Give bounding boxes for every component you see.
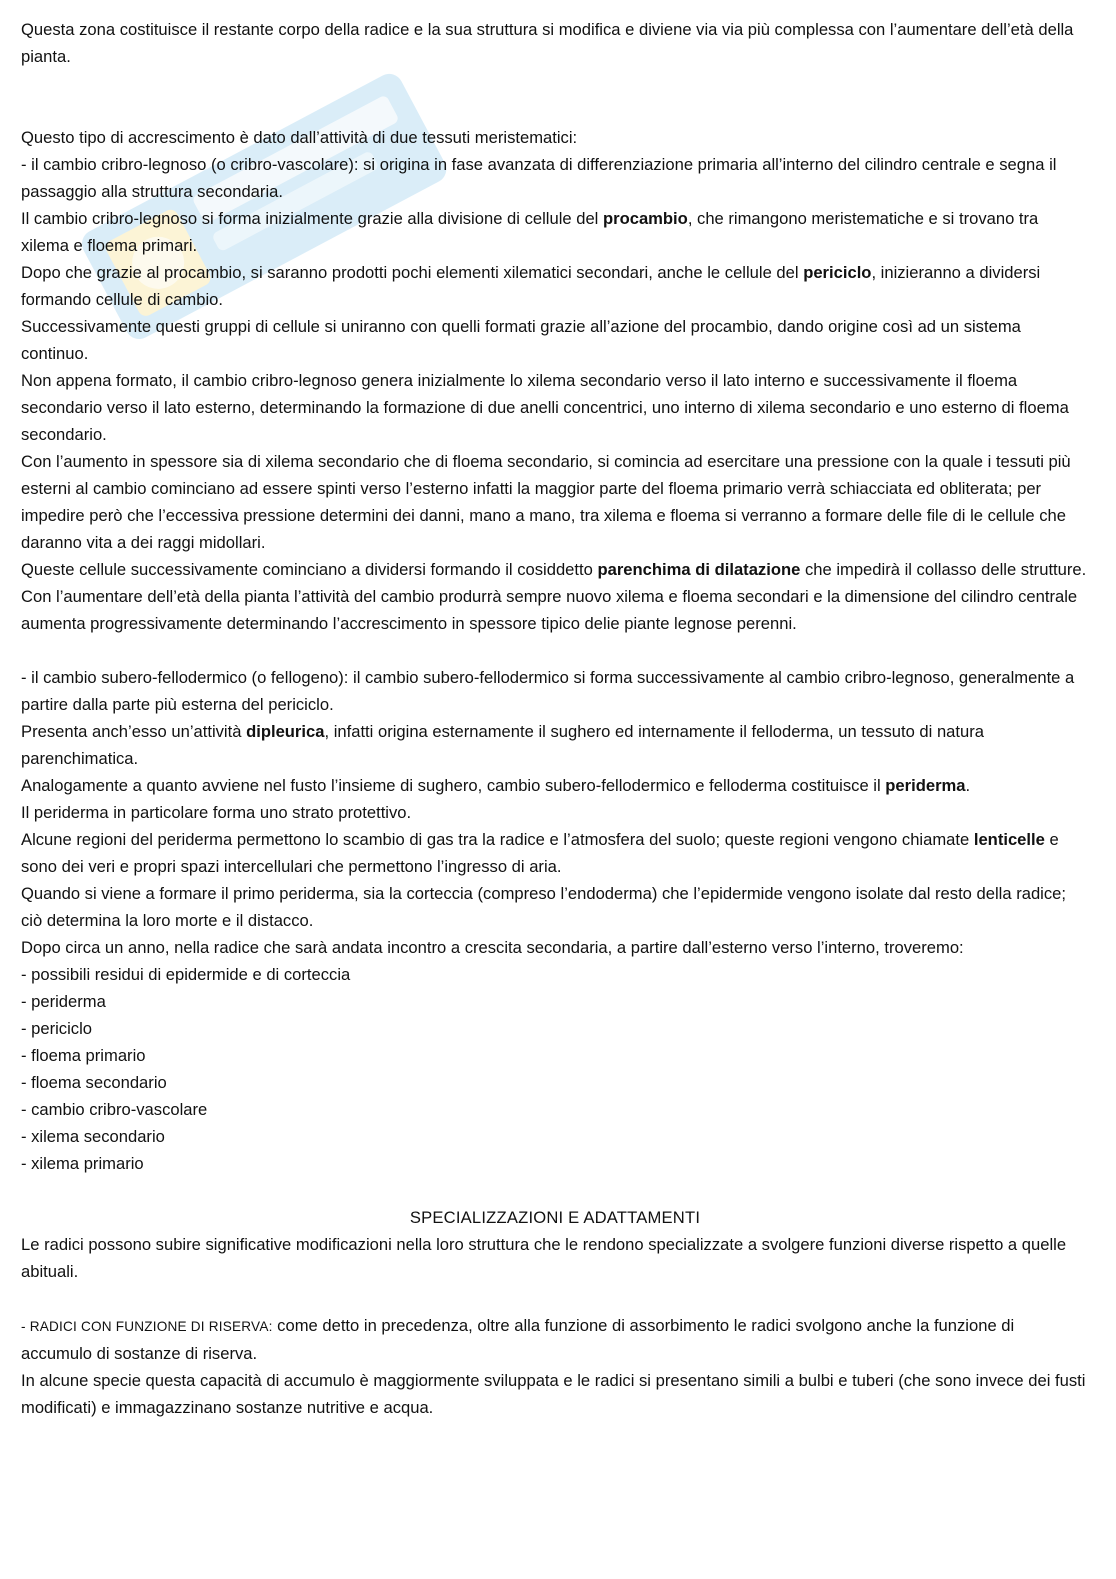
term-dipleurica: dipleurica — [246, 722, 325, 741]
paragraph-anelli: Non appena formato, il cambio cribro-legnoso genera inizialmente lo xilema secondario verso il lato interno e successivamente il floema secondario verso il lato esterno, determinando la formazione di due anelli concentrici, uno interno di xilema secondario e uno esterno di floema secondario. — [21, 371, 1069, 444]
spacer — [21, 1285, 1089, 1312]
list-item: - possibili residui di epidermide e di corteccia — [21, 965, 351, 984]
paragraph-parenchima: Queste cellule successivamente cominciano a dividersi formando il cosiddetto parenchima di dilatazione che impedirà il collasso delle strutture. — [21, 560, 1087, 579]
radici-riserva-label: - RADICI CON FUNZIONE DI RISERVA: — [21, 1319, 273, 1334]
term-periciclo: periciclo — [803, 263, 872, 282]
spacer — [21, 637, 1089, 664]
paragraph-strato-protettivo: Il periderma in particolare forma uno strato protettivo. — [21, 803, 412, 822]
list-item: - xilema secondario — [21, 1127, 165, 1146]
paragraph-procambio: Il cambio cribro-legnoso si forma inizialmente grazie alla divisione di cellule del procambio, che rimangono meristematiche e si trovano tra xilema e floema primari. — [21, 209, 1039, 255]
spacer — [21, 70, 1089, 124]
list-item: - floema secondario — [21, 1073, 167, 1092]
paragraph-cambio-cribro-legnoso: - il cambio cribro-legnoso (o cribro-vascolare): si origina in fase avanzata di differenziazione primaria all’interno del cilindro centrale e segna il passaggio alla struttura secondaria. — [21, 155, 1057, 201]
list-item: - floema primario — [21, 1046, 146, 1065]
paragraph-accrescimento: Questo tipo di accrescimento è dato dall’attività di due tessuti meristematici: — [21, 128, 578, 147]
paragraph-periderma: Analogamente a quanto avviene nel fusto l’insieme di sughero, cambio subero-fellodermico e felloderma costituisce il periderma. — [21, 776, 971, 795]
paragraph-sistema-continuo: Successivamente questi gruppi di cellule si uniranno con quelli formati grazie all’azione del procambio, dando origine così ad un sistema continuo. — [21, 317, 1021, 363]
paragraph-dopo-un-anno: Dopo circa un anno, nella radice che sarà andata incontro a crescita secondaria, a partire dall’esterno verso l’interno, troveremo: — [21, 938, 964, 957]
paragraph-accumulo: In alcune specie questa capacità di accumulo è maggiormente sviluppata e le radici si presentano simili a bulbi e tuberi (che sono invece dei fusti modificati) e immagazzinano sostanze nutritive e acqua. — [21, 1371, 1086, 1417]
section-intro-paragraph: Le radici possono subire significative modificazioni nella loro struttura che le rendono specializzate a svolgere funzioni diverse rispetto a quelle abituali. — [21, 1235, 1067, 1281]
paragraph-primo-periderma: Quando si viene a formare il primo periderma, sia la corteccia (compreso l’endoderma) che l’epidermide vengono isolate dal resto della radice; ciò determina la loro morte e il distacco. — [21, 884, 1067, 930]
document-page — [21, 16, 1089, 1421]
layer-list — [21, 961, 1089, 1177]
term-parenchima-di-dilatazione: parenchima di dilatazione — [597, 560, 801, 579]
paragraph-lenticelle: Alcune regioni del periderma permettono lo scambio di gas tra la radice e l’atmosfera del suolo; queste regioni vengono chiamate lenticelle e sono dei veri e propri spazi intercellulari che permettono l’ingresso di aria. — [21, 830, 1059, 876]
paragraph-periciclo: Dopo che grazie al procambio, si saranno prodotti pochi elementi xilematici secondari, anche le cellule del periciclo, inizieranno a dividersi formando cellule di cambio. — [21, 263, 1041, 309]
list-item: - cambio cribro-vascolare — [21, 1100, 208, 1119]
term-lenticelle: lenticelle — [973, 830, 1045, 849]
paragraph-radici-riserva: - RADICI CON FUNZIONE DI RISERVA: come detto in precedenza, oltre alla funzione di assorbimento le radici svolgono anche la funzione di accumulo di sostanze di riserva. — [21, 1316, 1015, 1363]
list-item: - periderma — [21, 992, 106, 1011]
term-periderma: periderma — [885, 776, 966, 795]
list-item: - periciclo — [21, 1019, 93, 1038]
paragraph-eta-pianta: Con l’aumentare dell’età della pianta l’attività del cambio produrrà sempre nuovo xilema e floema secondari e la dimensione del cilindro centrale aumenta progressivamente determinando l’accrescimento in spessore tipico delie piante legnose perenni. — [21, 587, 1078, 633]
section-heading: SPECIALIZZAZIONI E ADATTAMENTI — [409, 1208, 701, 1227]
intro-paragraph: Questa zona costituisce il restante corpo della radice e la sua struttura si modifica e diviene via via più complessa con l’aumentare dell’età della pianta. — [21, 20, 1074, 66]
term-procambio: procambio — [602, 209, 688, 228]
paragraph-pressione: Con l’aumento in spessore sia di xilema secondario che di floema secondario, si comincia ad esercitare una pressione con la quale i tessuti più esterni al cambio cominciano ad essere spinti verso l’esterno infatti la maggior parte del floema primario verrà schiacciata ed obliterata; per impedire però che l’eccessiva pressione determini dei danni, mano a mano, tra xilema e floema si verranno a formare delle file di le cellule che daranno vita a dei raggi midollari. — [21, 452, 1071, 552]
list-item: - xilema primario — [21, 1154, 144, 1173]
spacer — [21, 1177, 1089, 1204]
paragraph-dipleurica: Presenta anch’esso un’attività dipleurica, infatti origina esternamente il sughero ed internamente il felloderma, un tessuto di natura parenchimatica. — [21, 722, 984, 768]
paragraph-fellogeno: - il cambio subero-fellodermico (o fellogeno): il cambio subero-fellodermico si forma successivamente al cambio cribro-legnoso, generalmente a partire dalla parte più esterna del periciclo. — [21, 668, 1075, 714]
